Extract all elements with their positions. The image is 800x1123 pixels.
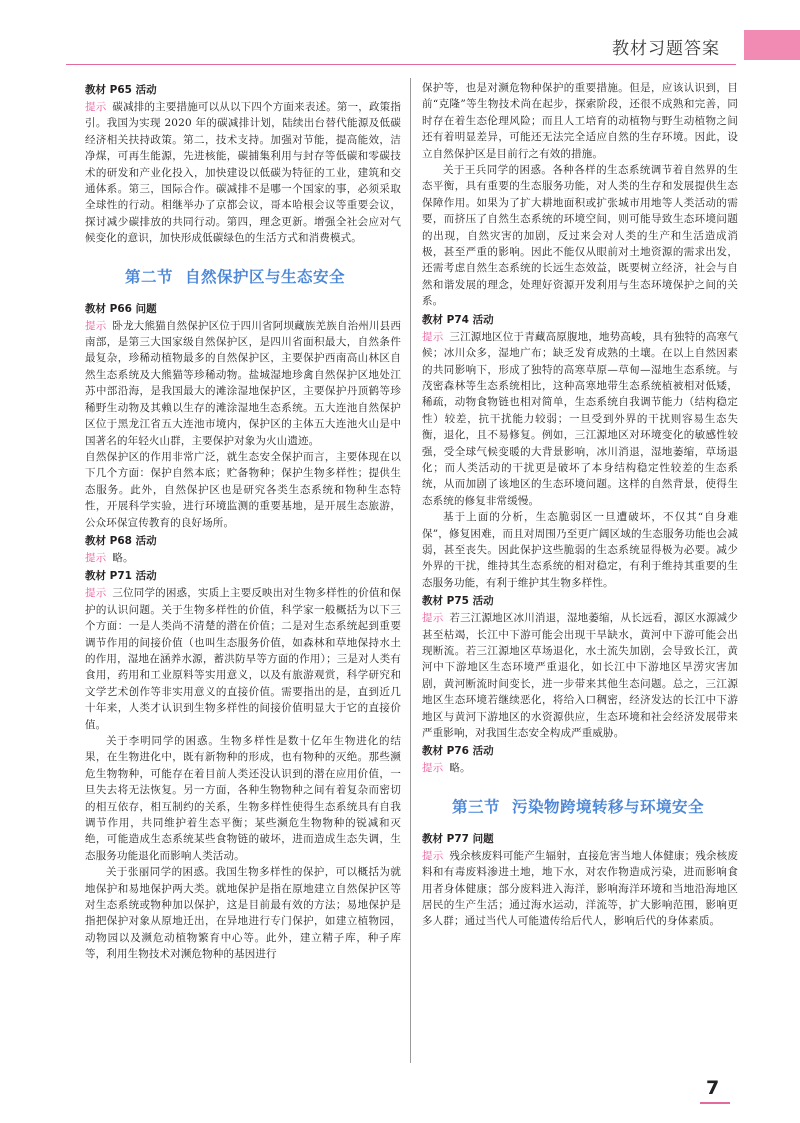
label-p75: 教材 P75 活动 bbox=[422, 595, 494, 608]
answer-p75 bbox=[422, 610, 738, 741]
answer-p68 bbox=[85, 550, 401, 566]
left-column bbox=[85, 80, 401, 963]
answer-p74 bbox=[422, 329, 738, 509]
label-p71: 教材 P71 活动 bbox=[85, 570, 157, 583]
column-divider bbox=[410, 78, 411, 1063]
answer-p71 bbox=[85, 585, 401, 733]
label-p77: 教材 P77 问题 bbox=[422, 832, 494, 845]
answer-p71-para3: 关于张丽同学的困惑。我国生物多样性的保护，可以概括为就地保护和易地保护两大类。就地保护是指在原地建立自然保护区等对生态系统或物种加以保护，这是目前最有效的方法；易地保护是指把保护对象从原地迁出，在异地进行专门保护，如建立植物园，动物园以及濒危动植物繁育中心等。此外，建立精子库，种子库等，利用生物技术对濒危物种的基因进行 bbox=[85, 866, 401, 961]
answer-p66-cont: 自然保护区的作用非常广泛，就生态安全保护而言，主要体现在以下几个方面：保护自然本底；贮备物种；保护生物多样性；提供生态服务。此外，自然保护区也是研究各类生态系统和物种生态特性，开展科学实验，进行环境监测的重要基地，是开展生态旅游，公众环保宣传教育的良好场所。 bbox=[85, 450, 401, 529]
answer-p71-cont: 保护等，也是对濒危物种保护的重要措施。但是，应该认识到，目前“克隆”等生物技术尚在起步，探索阶段，还很不成熟和完善，同时存在着生态伦理风险；而且人工培育的动植物与野生动植物之间还有着明显差异，可能还无法完全适应自然的生存环境。因此，设立自然保护区是目前行之有效的措施。 bbox=[422, 82, 738, 160]
tishi-tag: 提示 bbox=[85, 101, 107, 113]
answer-text: 卧龙大熊猫自然保护区位于四川省阿坝藏族羌族自治州川县西南部，是第三大国家级自然保护区，是四川省面积最大，自然条件最复杂，珍稀动植物最多的自然保护区，主要保护西南高山林区自然生态系统及大熊猫等珍稀动物。盐城湿地珍禽自然保护区地处江苏中部沿海，是我国最大的滩涂湿地保护区，主要保护丹顶鹤等珍稀野生动物及其赖以生存的滩涂湿地生态系统。五大连池自然保护区位于黑龙江省五大连池市境内，保护区的主体五大连池火山是中国著名的年轻火山群，主要保护对象为火山遗迹。 bbox=[85, 319, 401, 447]
answer-p66 bbox=[85, 318, 401, 449]
label-p68: 教材 P68 活动 bbox=[85, 534, 157, 547]
tishi-tag: 提示 bbox=[85, 319, 107, 332]
answer-text: 残余核废料可能产生辐射，直接危害当地人体健康；残余核废料和有毒废料渗进土地，地下水，对农作物造成污染，进而影响食用者身体健康；部分废料进入海洋，影响海洋环境和当地沿海地区居民的生产生活；通过海水运动，洋流等，扩大影响范围，影响更多人群；通过当代人可能遗传给后代人，影响后代的身体素质。 bbox=[422, 849, 738, 928]
section-name: 污染物跨境转移与环境安全 bbox=[512, 797, 705, 816]
answer-text: 若三江源地区冰川消退，湿地萎缩，从长远看，源区水源减少甚至枯竭，长江中下游可能会出现干旱缺水，黄河中下游可能会出现断流。若三江源地区草场退化，水土流失加剧，会导致长江，黄河中下游地区生态环境严重退化，如长江中下游地区旱涝灾害加剧，黄河断流时间变长，进一步带来其他生态问题。总之，三江源地区生态环境若继续恶化，将给入口稠密，经济发达的长江中下游地区与黄河下游地区的水资源供应，生态环境和社会经济发展带来严重影响，对我国生态安全构成严重威胁。 bbox=[422, 612, 738, 740]
section-number: 第三节 bbox=[452, 797, 501, 816]
label-p76: 教材 P76 活动 bbox=[422, 745, 494, 758]
page-number: 7 bbox=[706, 1077, 720, 1099]
header-rule bbox=[66, 64, 736, 65]
answer-text: 三江源地区位于青藏高原腹地，地势高峻，具有独特的高寒气候；冰川众多，湿地广布；缺乏发育成熟的土壤。在以上自然因素的共同影响下，形成了独特的高寒草原—草甸—湿地生态系统。与茂密森林等生态系统相比，这种高寒地带生态系统植被相对低矮，稀疏，动物食物链也相对简单，生态系统自我调节能力（结构稳定性）较差，抗干扰能力较弱；一旦受到外界的干扰则容易生态失衡，退化，且不易修复。例如，三江源地区对环境变化的敏感性较强，受全球气候变暖的大背景影响，冰川消退，湿地萎缩，草场退化；而人类活动的干扰更是破坏了本身结构稳定性较差的生态系统，从而加剧了该地区的生态环境问题。这样的自然背景，使得生态系统的修复非常缓慢。 bbox=[422, 330, 738, 507]
page-header bbox=[0, 26, 800, 66]
answer-p65 bbox=[85, 99, 401, 247]
section-name: 自然保护区与生态安全 bbox=[185, 267, 346, 286]
header-tab-decoration bbox=[744, 30, 800, 60]
answer-text: 三位同学的困惑，实质上主要反映出对生物多样性的价值和保护的认识问题。关于生物多样性的价值，科学家一般概括为以下三个方面：一是人类尚不清楚的潜在价值；二是对生态系统起到重要调节作用的间接价值（也叫生态服务价值，如森林和草地保持水土的作用，湿地在涵养水源，蓄洪防旱等方面的作用）；三是对人类有食用，药用和工业原料等实用意义，以及有旅游观赏，科学研究和文学艺术创作等非实用意义的直接价值。需要指出的是，直到近几十年来，人类才认识到生物多样性的间接价值明显大于它的直接价值。 bbox=[85, 587, 401, 731]
header-title: 教材习题答案 bbox=[612, 39, 720, 59]
tishi-tag: 提示 bbox=[422, 612, 444, 625]
answer-text: 略。 bbox=[112, 551, 134, 564]
page-number-underline bbox=[700, 1102, 730, 1104]
right-column bbox=[422, 80, 738, 930]
answer-p71-para2: 关于李明同学的困惑。生物多样性是数十亿年生物进化的结果，在生物进化中，既有新物种的形成，也有物种的灭绝。那些濒危生物物种，可能存在着目前人类还没认识到的潜在应用价值，一旦失去将无法恢复。另一方面，各种生物物种之间有着复杂而密切的相互依存，相互制约的关系，生物多样性使得生态系统具有自我调节作用，共同维护着生态平衡；某些濒危生物物种的锐减和灭绝，可能造成生态系统某些食物链的破坏，进而造成生态失调，生态服务功能退化而影响人类活动。 bbox=[85, 735, 401, 862]
tishi-tag: 提示 bbox=[422, 762, 444, 775]
tishi-tag: 提示 bbox=[422, 849, 444, 862]
tishi-tag: 提示 bbox=[85, 551, 107, 564]
answer-p74-para2: 基于上面的分析，生态脆弱区一旦遭破坏，不仅其“自身难保”，修复困难，而且对周围乃至更广阔区域的生态服务功能也会减弱，甚至丧失。因此保护这些脆弱的生态系统显得极为必要。减少外界的干扰，维持其生态系统的相对稳定，有利于维持其重要的生态服务功能，有利于维护其生物多样性。 bbox=[422, 511, 738, 589]
answer-p76 bbox=[422, 760, 738, 776]
section-title-2 bbox=[125, 265, 401, 287]
section-number: 第二节 bbox=[125, 267, 174, 286]
tishi-tag: 提示 bbox=[85, 587, 107, 600]
answer-text: 碳减排的主要措施可以从以下四个方面来表述。第一，政策指引。我国为实现 2020 年的碳减排计划，陆续出台替代能源及低碳经济相关扶持政策。第二，技术支持。加强对节能，提高能效，洁净煤，可再生能源，先进核能，碳捕集利用与封存等低碳和零碳技术的研发和产业化投入，加快建设以低碳为特征的工业，建筑和交通体系。第三，国际合作。碳减排不是哪一个国家的事，必须采取全球性的行动。相继举办了京都会议，哥本哈根会议等重要会议，探讨减少碳排放的共同行动。第四，理念更新。增强全社会应对气候变化的意识，加快形成低碳绿色的生活方式和消费模式。 bbox=[85, 101, 401, 245]
answer-p71-para4: 关于王兵同学的困惑。各种各样的生态系统调节着自然界的生态平衡，具有重要的生态服务功能，对人类的生存和发展提供生态保障作用。如果为了扩大耕地面积或扩张城市用地等人类活动的需要，而挤压了自然生态系统的环境空间，则可能导致生态环境问题的出现，自然灾害的加剧，反过来会对人类的生产和生活造成消极，甚至严重的影响。因此不能仅从眼前对土地资源的需求出发，还需考虑自然生态系统的长远生态效益，既要树立经济，社会与自然和谐发展的理念，处理好资源开发利用与生态环境保护之间的关系。 bbox=[422, 164, 738, 308]
answer-p77 bbox=[422, 848, 738, 930]
label-p65: 教材 P65 活动 bbox=[85, 84, 157, 96]
section-title-3 bbox=[452, 795, 738, 817]
label-p66: 教材 P66 问题 bbox=[85, 302, 157, 315]
tishi-tag: 提示 bbox=[422, 330, 444, 343]
label-p74: 教材 P74 活动 bbox=[422, 313, 494, 326]
answer-text: 略。 bbox=[449, 762, 471, 775]
